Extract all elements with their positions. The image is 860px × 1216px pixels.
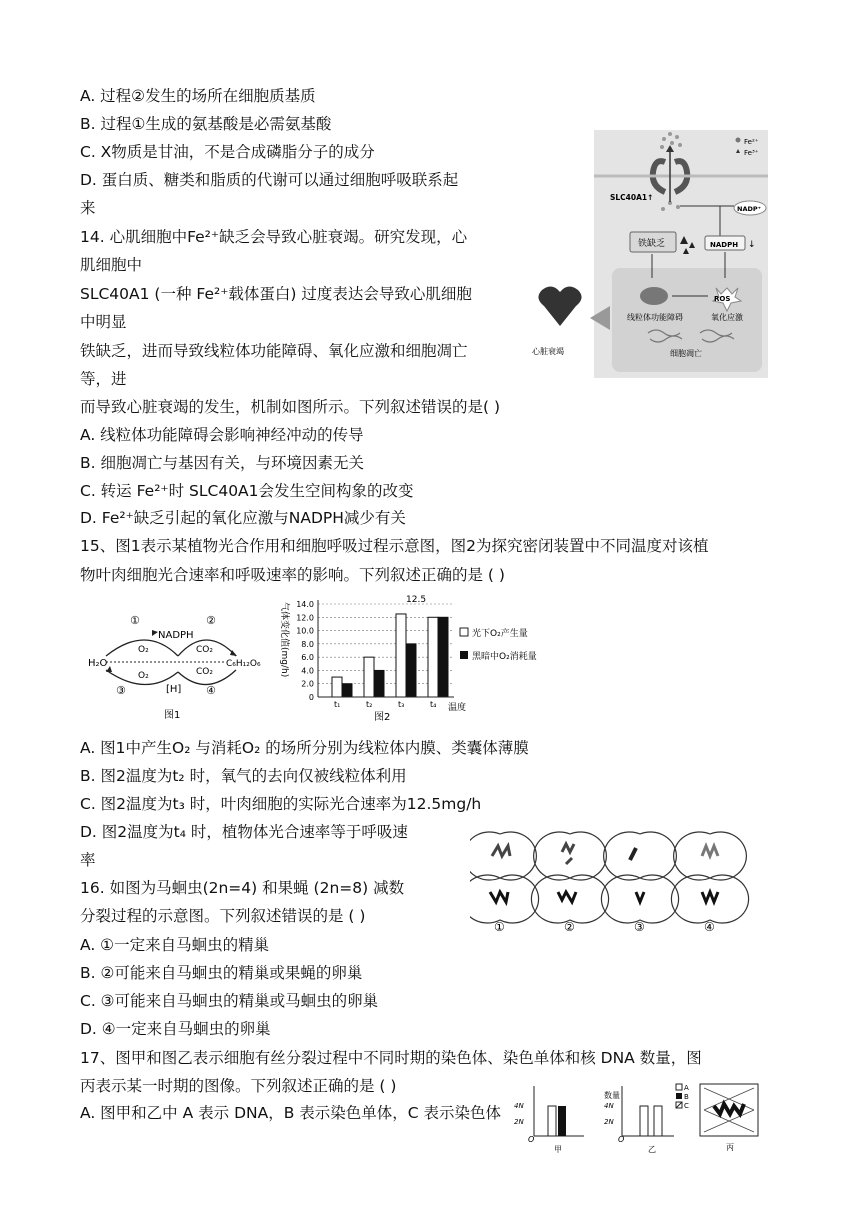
chart-x-axis-label: 温度 [448,703,467,713]
q17-legend-a: A [684,1084,689,1092]
cell-3-label: ③ [634,920,645,934]
mitochondria-icon [640,287,668,305]
q15-option-d: D. 图2温度为t₄ 时，植物体光合速率等于呼吸速 [80,823,408,841]
jia-y-4n: 4N [514,1102,524,1110]
chart-x-tick-label: t₃ [398,700,405,709]
legend-fe2: Fe²⁺ [744,138,759,146]
jia-y-2n: 2N [514,1118,524,1126]
svg-text:↓: ↓ [748,240,756,250]
fig1-n1: ① [130,614,140,627]
chart-peak-label: 12.5 [406,595,427,605]
cell-2 [531,832,608,934]
q16-option-a: A. ①一定来自马蛔虫的精巢 [80,936,270,954]
q16-option-b: B. ②可能来自马蛔虫的精巢或果蝇的卵巢 [80,964,363,982]
yi-y-4n: 4N [604,1102,614,1110]
chart-bar-light-3 [396,614,406,697]
q13-option-b: B. 过程①生成的氨基酸是必需氨基酸 [80,115,332,133]
q14-option-c: C. 转运 Fe²⁺时 SLC40A1会发生空间构象的改变 [80,482,414,500]
chart-y-tick-label: 6.0 [301,653,314,663]
fig1-h2o: H₂O [88,658,108,669]
q16-option-c: C. ③可能来自马蛔虫的精巢或马蛔虫的卵巢 [80,992,379,1010]
q16-stem-1: 16. 如图为马蛔虫(2n=4) 和果蝇 (2n=8) 减数 [80,879,405,897]
q13-option-a: A. 过程②发生的场所在细胞质基质 [80,87,316,105]
q17-legend-c: C [684,1102,689,1110]
chart-y-tick-label: 0 [308,693,314,702]
nadp-label: NADP⁺ [737,205,762,213]
chart-bar-light-1 [332,677,342,697]
jia-bar-a [548,1106,556,1136]
iron-deficiency-label: 铁缺乏 [638,239,666,249]
legend-swatch-dark [460,651,468,659]
q17-legend-b: B [684,1093,689,1101]
bing-caption: 丙 [726,1143,734,1152]
cell-1-label: ① [494,920,505,934]
q14-stem-4: 中明显 [80,313,127,331]
jia-bar-b [558,1106,566,1136]
q15-option-d-cont: 率 [80,851,96,869]
chart-y-tick-label: 8.0 [301,639,314,649]
yi-caption: 乙 [648,1145,656,1154]
chart-y-tick-label: 12.0 [296,613,314,623]
q15-option-a: A. 图1中产生O₂ 与消耗O₂ 的场所分别为线粒体内膜、类囊体薄膜 [80,739,529,757]
q14-stem-7: 而导致心脏衰竭的发生，机制如图所示。下列叙述错误的是( ) [80,398,501,416]
q15-figure-2-chart [268,594,568,722]
nadph-label: NADPH [710,241,739,249]
mito-dysfunction-label: 线粒体功能障碍 [627,313,683,322]
q17-stem-1: 17、图甲和图乙表示细胞有丝分裂过程中不同时期的染色体、染色单体和核 DNA 数量，图 [80,1049,702,1067]
legend-dark: 黑暗中O₂消耗量 [472,652,537,662]
q15-stem-2: 物叶肉细胞光合速率和呼吸速率的影响。下列叙述正确的是 ( ) [80,566,505,584]
chart-y-tick-label: 14.0 [296,600,314,609]
q13-option-d-cont: 来 [80,199,96,217]
fig1-n4: ④ [206,684,216,697]
fig1-o2-top: O₂ [138,645,149,655]
fig1-n2: ② [206,614,216,627]
yi-y-2n: 2N [604,1118,614,1126]
legend-swatch-light [460,628,468,636]
q13-option-d: D. 蛋白质、糖类和脂质的代谢可以通过细胞呼吸联系起 [80,171,459,189]
q15-option-c: C. 图2温度为t₃ 时，叶肉细胞的实际光合速率为12.5mg/h [80,795,482,813]
chart-x-tick-label: t₁ [334,700,341,709]
legend-fe3: Fe³⁺ [744,149,759,157]
fig1-o2-bottom: O₂ [138,671,149,681]
heart-failure-label: 心脏衰竭 [532,347,564,356]
chart-x-tick-label: t₂ [366,700,373,709]
chart-y-tick-label: 4.0 [301,666,314,676]
chart-y-tick-label: 2.0 [301,679,314,689]
oxidative-stress-label: 氧化应激 [711,313,743,322]
fig1-caption: 图1 [164,710,181,721]
q15-option-b: B. 图2温度为t₂ 时，氧气的去向仅被线粒体利用 [80,767,407,785]
jia-origin: O [528,1135,535,1144]
q17-option-a: A. 图甲和乙中 A 表示 DNA，B 表示染色单体，C 表示染色体 [80,1104,502,1122]
q15-figure-1 [86,610,271,722]
fig1-co2-bottom: CO₂ [196,667,213,677]
q14-option-b: B. 细胞凋亡与基因有关，与环境因素无关 [80,454,364,472]
q14-stem-5: 铁缺乏，进而导致线粒体功能障碍、氧化应激和细胞凋亡 [80,342,468,360]
q17-figure [514,1080,780,1154]
yi-bar-c [654,1106,662,1136]
q15-stem-1: 15、图1表示某植物光合作用和细胞呼吸过程示意图，图2为探究密闭装置中不同温度对该植 [80,537,709,555]
fig1-nadph: NADPH [158,630,194,641]
q14-option-d: D. Fe²⁺缺乏引起的氧化应激与NADPH减少有关 [80,509,406,527]
apoptosis-label: 细胞凋亡 [670,349,702,358]
q14-mechanism-figure [530,128,770,380]
q13-option-c: C. X物质是甘油，不是合成磷脂分子的成分 [80,143,375,161]
jia-caption: 甲 [554,1145,562,1154]
cell-4 [671,832,748,934]
chart-bar-light-2 [364,657,374,697]
q14-option-a: A. 线粒体功能障碍会影响神经冲动的传导 [80,426,364,444]
chart-bar-dark-1 [342,684,352,697]
legend-light: 光下O₂产生量 [472,629,528,639]
fig1-glucose: C₆H₁₂O₆ [226,659,261,669]
chart-y-tick-label: 10.0 [296,626,314,636]
q17-stem-2: 丙表示某一时期的图像。下列叙述正确的是 ( ) [80,1077,397,1095]
chart-bar-dark-3 [406,644,416,697]
q14-stem-2: 肌细胞中 [80,256,143,274]
q14-stem-6: 等，进 [80,370,127,388]
cell-2-label: ② [564,920,575,934]
chart-bar-dark-2 [374,670,384,697]
cell-4-label: ④ [704,920,715,934]
q16-option-d: D. ④一定来自马蛔虫的卵巢 [80,1020,271,1038]
heart-icon [538,286,581,326]
fig1-n3: ③ [116,684,126,697]
slc40a1-label: SLC40A1↑ [610,193,654,202]
cell-3 [601,832,678,934]
q16-stem-2: 分裂过程的示意图。下列叙述错误的是 ( ) [80,907,366,925]
ros-label: ROS [714,295,731,303]
q16-meiosis-figure [470,830,760,934]
fig2-caption: 图2 [374,712,391,722]
yi-ylabel: 数量 [604,1091,620,1100]
yi-bar-a [640,1106,648,1136]
yi-origin: O [618,1135,625,1144]
fig1-co2-top: CO₂ [196,645,213,655]
chart-bar-dark-4 [438,617,448,697]
q14-stem-1: 14. 心肌细胞中Fe²⁺缺乏会导致心脏衰竭。研究发现，心 [80,228,468,246]
chart-x-tick-label: t₄ [430,700,437,709]
cell-1 [470,832,539,934]
q14-stem-3: SLC40A1 (一种 Fe²⁺载体蛋白) 过度表达会导致心肌细胞 [80,285,472,303]
chart-y-axis-label: 气体变化值(mg/h) [279,602,289,678]
fig1-h: [H] [166,684,182,695]
chart-bar-light-4 [428,617,438,697]
